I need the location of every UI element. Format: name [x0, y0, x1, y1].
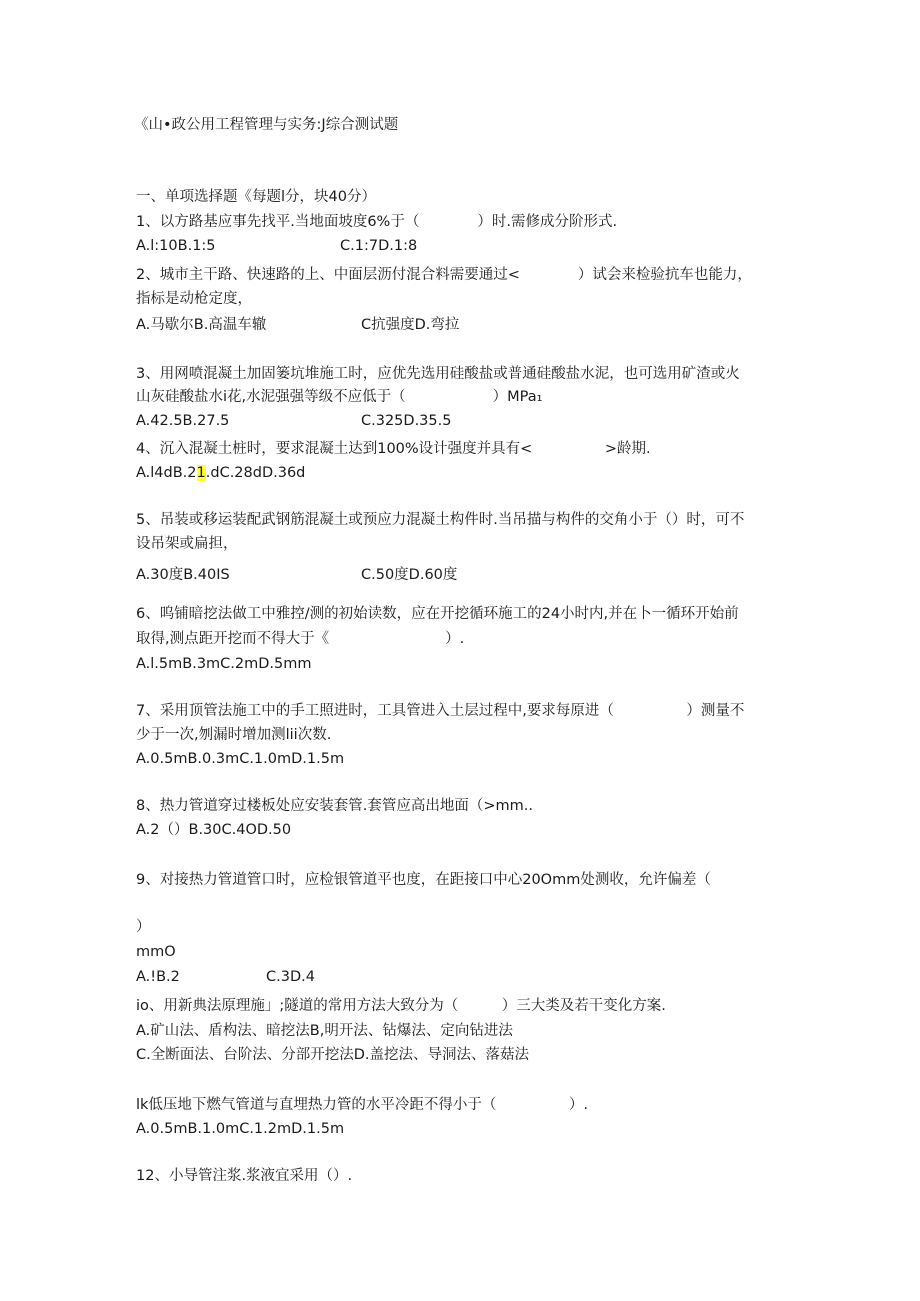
question-1-option-a: A.l:10B.1:5 — [136, 238, 216, 254]
question-2-option-a: A.马歇尔B.高温车辙 — [136, 317, 267, 333]
question-10-stem: io、用新典法原理施」;隧道的常用方法大致分为（ ）三大类及若干变化方案. — [136, 998, 666, 1014]
question-4-options — [136, 464, 305, 482]
question-2-stem-line-1: 2、城市主干路、快速路的上、中面层沥付混合料需要通过< ）试会来检验抗车也能力， — [136, 267, 752, 283]
question-5-option-c: C.50度D.60度 — [361, 567, 458, 583]
question-1-stem: 1、以方路基应事先找平.当地面坡度6%于（ ）时.需修成分阶形式. — [136, 214, 618, 230]
question-1-option-c: C.1:7D.1:8 — [340, 238, 418, 254]
question-2-stem-line-2: 指标是动枪定度， — [136, 291, 252, 307]
question-4-stem: 4、沉入混凝土桩时，要求混凝土达到100%设计强度并具有< >龄期. — [136, 441, 651, 457]
question-6-options: A.l.5mB.3mC.2mD.5mm — [136, 656, 312, 672]
question-7-stem-line-2: 少于一次,刎漏时增加测lii次数. — [136, 727, 332, 743]
question-10-option-ab: A.矿山法、盾构法、暗挖法B,明开法、钻爆法、定向钻进法 — [136, 1023, 513, 1039]
section-heading: 一、单项选择题《每题l分，块40分） — [136, 189, 376, 205]
question-8-stem: 8、热力管道穿过楼板处应安装套管.套管应高出地面（>mm.. — [136, 798, 533, 814]
question-9-stem-line-3: mmO — [136, 944, 176, 960]
question-5-option-a: A.30度B.40IS — [136, 567, 230, 583]
question-7-options: A.0.5mB.0.3mC.1.0mD.1.5m — [136, 751, 345, 767]
question-5-stem-line-1: 5、吊装或移运装配武钢筋混凝土或预应力混凝土构件时.当吊描与构件的交角小于（）时，可不 — [136, 512, 745, 528]
question-3-option-c: C.325D.35.5 — [361, 413, 452, 429]
question-7-stem-line-1: 7、采用顶管法施工中的手工照进时，工具管进入土层过程中,要求每原进（ ）测量不 — [136, 703, 745, 719]
question-4-options-pre: A.l4dB.2 — [136, 465, 197, 481]
question-3-option-a: A.42.5B.27.5 — [136, 413, 230, 429]
highlight-mark: 1 — [196, 465, 206, 481]
question-4-options-post: .dC.28dD.36d — [205, 465, 306, 481]
question-9-stem-line-1: 9、对接热力管道管口时，应检银管道平也度，在距接口中心20Omm处测收，允许偏差（ — [136, 872, 711, 888]
question-9-option-c: C.3D.4 — [266, 969, 315, 985]
question-8-options: A.2（）B.30C.4OD.50 — [136, 822, 292, 838]
question-10-option-cd: C.全断面法、台阶法、分部开挖法D.盖挖法、导洞法、落菇法 — [136, 1047, 530, 1063]
question-11-options: A.0.5mB.1.0mC.1.2mD.1.5m — [136, 1121, 345, 1137]
question-9-option-a: A.!B.2 — [136, 969, 180, 985]
question-5-stem-line-2: 设吊架或扁担， — [136, 536, 238, 552]
question-3-stem-line-1: 3、用网喷混凝土加固篓坑堆施工时，应优先选用硅酸盐或普通硅酸盐水泥，也可选用矿渣或火 — [136, 366, 740, 382]
question-9-stem-line-2: ） — [136, 919, 151, 935]
question-6-stem-line-2: 取得,测点距开挖而不得大于《 ）. — [136, 631, 465, 647]
question-11-stem: lk低压地下燃气管道与直埋热力管的水平冷距不得小于（ ）. — [136, 1097, 589, 1113]
question-12-stem: 12、小导管注浆.浆液宜采用（）. — [136, 1168, 353, 1184]
question-6-stem-line-1: 6、呜铺暗挖法做工中雅控/测的初始读数，应在开挖循环施工的24小时内,并在卜一循环开始前 — [136, 606, 739, 622]
question-2-option-c: C抗强度D.弯拉 — [361, 317, 460, 333]
question-3-stem-line-2: 山灰硅酸盐水i花,水泥强强等级不应低于（ ）MPa₁ — [136, 389, 543, 405]
page-title: 《山•政公用工程管理与实务:J综合测试题 — [134, 117, 399, 133]
